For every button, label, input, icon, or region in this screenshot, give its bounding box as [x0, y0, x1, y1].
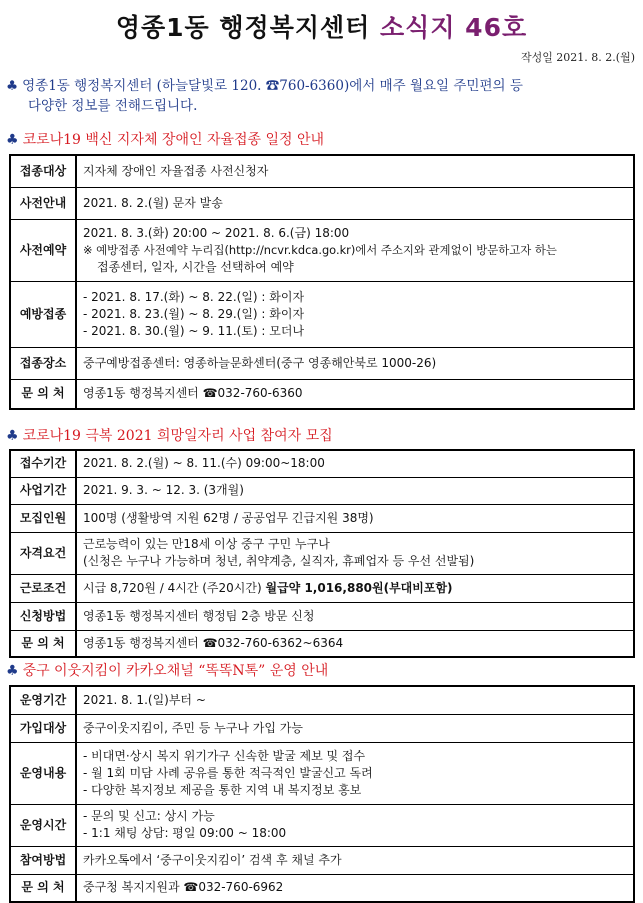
vaccine-table	[9, 154, 635, 410]
club-icon: ♣	[6, 78, 19, 94]
table-row	[10, 532, 634, 574]
section-heading-text: 중구 이웃지킴이 카카오채널 “똑똑N톡” 운영 안내	[22, 663, 329, 679]
value-line: - 월 1회 미담 사례 공유를 통한 적극적인 발굴신고 독려	[83, 765, 373, 780]
row-label: 참여방법	[10, 846, 76, 874]
row-label: 문 의 처	[10, 630, 76, 657]
club-icon: ♣	[6, 428, 19, 444]
club-icon: ♣	[6, 132, 19, 148]
table-row	[10, 804, 634, 846]
value-line: - 다양한 복지정보 제공을 통한 지역 내 복지정보 홍보	[83, 782, 362, 797]
row-label: 문 의 처	[10, 379, 76, 409]
value-line: - 문의 및 신고: 상시 가능	[83, 809, 215, 823]
table-row	[10, 630, 634, 657]
row-label: 자격요건	[10, 532, 76, 574]
value-line: 2021. 8. 2.(월) 문자 발송	[83, 195, 223, 210]
value-line: - 비대면·상시 복지 위기가구 신속한 발굴 제보 및 접수	[83, 748, 366, 763]
section-heading-text: 코로나19 백신 지자체 장애인 자율접종 일정 안내	[22, 132, 325, 148]
row-value	[76, 450, 634, 477]
table-row	[10, 187, 634, 219]
section-heading-jobs	[6, 425, 333, 445]
table-row	[10, 450, 634, 477]
row-value	[76, 155, 634, 187]
row-label: 사전예약	[10, 219, 76, 281]
value-line: 영종1동 행정복지센터 행정팀 2층 방문 신청	[83, 608, 315, 623]
row-value	[76, 574, 634, 602]
value-line: 2021. 9. 3. ~ 12. 3. (3개월)	[83, 483, 244, 497]
row-value	[76, 477, 634, 504]
intro-line-2: 다양한 정보를 전해드립니다.	[28, 98, 198, 114]
row-label: 운영시간	[10, 804, 76, 846]
table-row	[10, 379, 634, 409]
table-row	[10, 846, 634, 874]
value-line: 시급 8,720원 / 4시간 (주20시간)	[83, 580, 262, 595]
value-line: 중구청 복지지원과 ☎032-760-6962	[83, 880, 284, 895]
value-line: 카카오톡에서 ‘중구이웃지킴이’ 검색 후 채널 추가	[83, 852, 342, 867]
row-value	[76, 379, 634, 409]
row-value	[76, 686, 634, 714]
table-row	[10, 742, 634, 804]
table-row	[10, 155, 634, 187]
value-line: 2021. 8. 1.(일)부터 ~	[83, 692, 206, 707]
row-value	[76, 504, 634, 532]
row-label: 접종대상	[10, 155, 76, 187]
row-label: 문 의 처	[10, 874, 76, 902]
value-line: - 1:1 채팅 상담: 평일 09:00 ~ 18:00	[83, 826, 287, 840]
row-label: 예방접종	[10, 281, 76, 347]
value-line: 영종1동 행정복지센터 ☎032-760-6360	[83, 386, 303, 401]
row-label: 운영내용	[10, 742, 76, 804]
value-line: - 2021. 8. 17.(화) ~ 8. 22.(일) : 화이자	[83, 289, 305, 304]
row-label: 가입대상	[10, 714, 76, 742]
row-value	[76, 804, 634, 846]
row-label: 사전안내	[10, 187, 76, 219]
value-line: 영종1동 행정복지센터 ☎032-760-6362~6364	[83, 635, 344, 650]
title-main: 영종1동 행정복지센터	[115, 13, 371, 42]
table-row	[10, 504, 634, 532]
jobs-table	[9, 449, 635, 658]
value-line: 접종센터, 일자, 시간을 선택하여 예약	[97, 259, 294, 274]
table-row	[10, 477, 634, 504]
table-row	[10, 874, 634, 902]
value-line: ※ 예방접종 사전예약 누리집(http://ncvr.kdca.go.kr)에서 주소지와 관계없이 방문하고자 하는	[83, 242, 557, 257]
title-accent: 소식지 46호	[380, 13, 528, 42]
value-line: 근로능력이 있는 만18세 이상 중구 구민 누구나	[83, 537, 330, 551]
issue-date: 작성일 2021. 8. 2.(월)	[520, 51, 635, 64]
section-heading-kakao	[6, 660, 328, 680]
row-value	[76, 846, 634, 874]
row-value	[76, 219, 634, 281]
table-row	[10, 686, 634, 714]
row-value	[76, 187, 634, 219]
salary-highlight: 월급약 1,016,880원(부대비포함)	[265, 580, 453, 595]
table-row	[10, 347, 634, 379]
kakao-table	[9, 685, 635, 903]
row-label: 접종장소	[10, 347, 76, 379]
value-line: - 2021. 8. 30.(월) ~ 9. 11.(토) : 모더나	[83, 323, 305, 338]
row-label: 사업기간	[10, 477, 76, 504]
section-heading-vaccine	[6, 129, 324, 149]
value-line: 중구이웃지킴이, 주민 등 누구나 가입 가능	[83, 720, 303, 735]
row-label: 접수기간	[10, 450, 76, 477]
row-value	[76, 630, 634, 657]
value-line: (신청은 누구나 가능하며 청년, 취약계층, 실직자, 휴폐업자 등 우선 선발됨)	[83, 554, 475, 568]
row-value	[76, 347, 634, 379]
row-label: 운영기간	[10, 686, 76, 714]
table-row	[10, 281, 634, 347]
row-value	[76, 602, 634, 630]
table-row	[10, 574, 634, 602]
value-line: - 2021. 8. 23.(월) ~ 8. 29.(일) : 화이자	[83, 306, 305, 321]
intro-paragraph	[6, 76, 636, 116]
row-value	[76, 742, 634, 804]
row-label: 신청방법	[10, 602, 76, 630]
newsletter-title	[0, 8, 643, 44]
row-value	[76, 532, 634, 574]
section-heading-text: 코로나19 극복 2021 희망일자리 사업 참여자 모집	[22, 428, 333, 444]
value-line: 2021. 8. 3.(화) 20:00 ~ 2021. 8. 6.(금) 18:00	[83, 225, 350, 240]
row-value	[76, 874, 634, 902]
value-line: 100명 (생활방역 지원 62명 / 공공업무 긴급지원 38명)	[83, 510, 374, 525]
row-label: 근로조건	[10, 574, 76, 602]
row-value	[76, 281, 634, 347]
value-line: 2021. 8. 2.(월) ~ 8. 11.(수) 09:00~18:00	[83, 456, 325, 471]
table-row	[10, 714, 634, 742]
row-value	[76, 714, 634, 742]
row-label: 모집인원	[10, 504, 76, 532]
value-line: 지자체 장애인 자율접종 사전신청자	[83, 163, 269, 178]
value-line: 중구예방접종센터: 영종하늘문화센터(중구 영종해안북로 1000-26)	[83, 355, 437, 370]
table-row	[10, 602, 634, 630]
club-icon: ♣	[6, 663, 19, 679]
intro-line-1: 영종1동 행정복지센터 (하늘달빛로 120. ☎760-6360)에서 매주 월요일 주민편의 등	[22, 78, 523, 94]
table-row	[10, 219, 634, 281]
